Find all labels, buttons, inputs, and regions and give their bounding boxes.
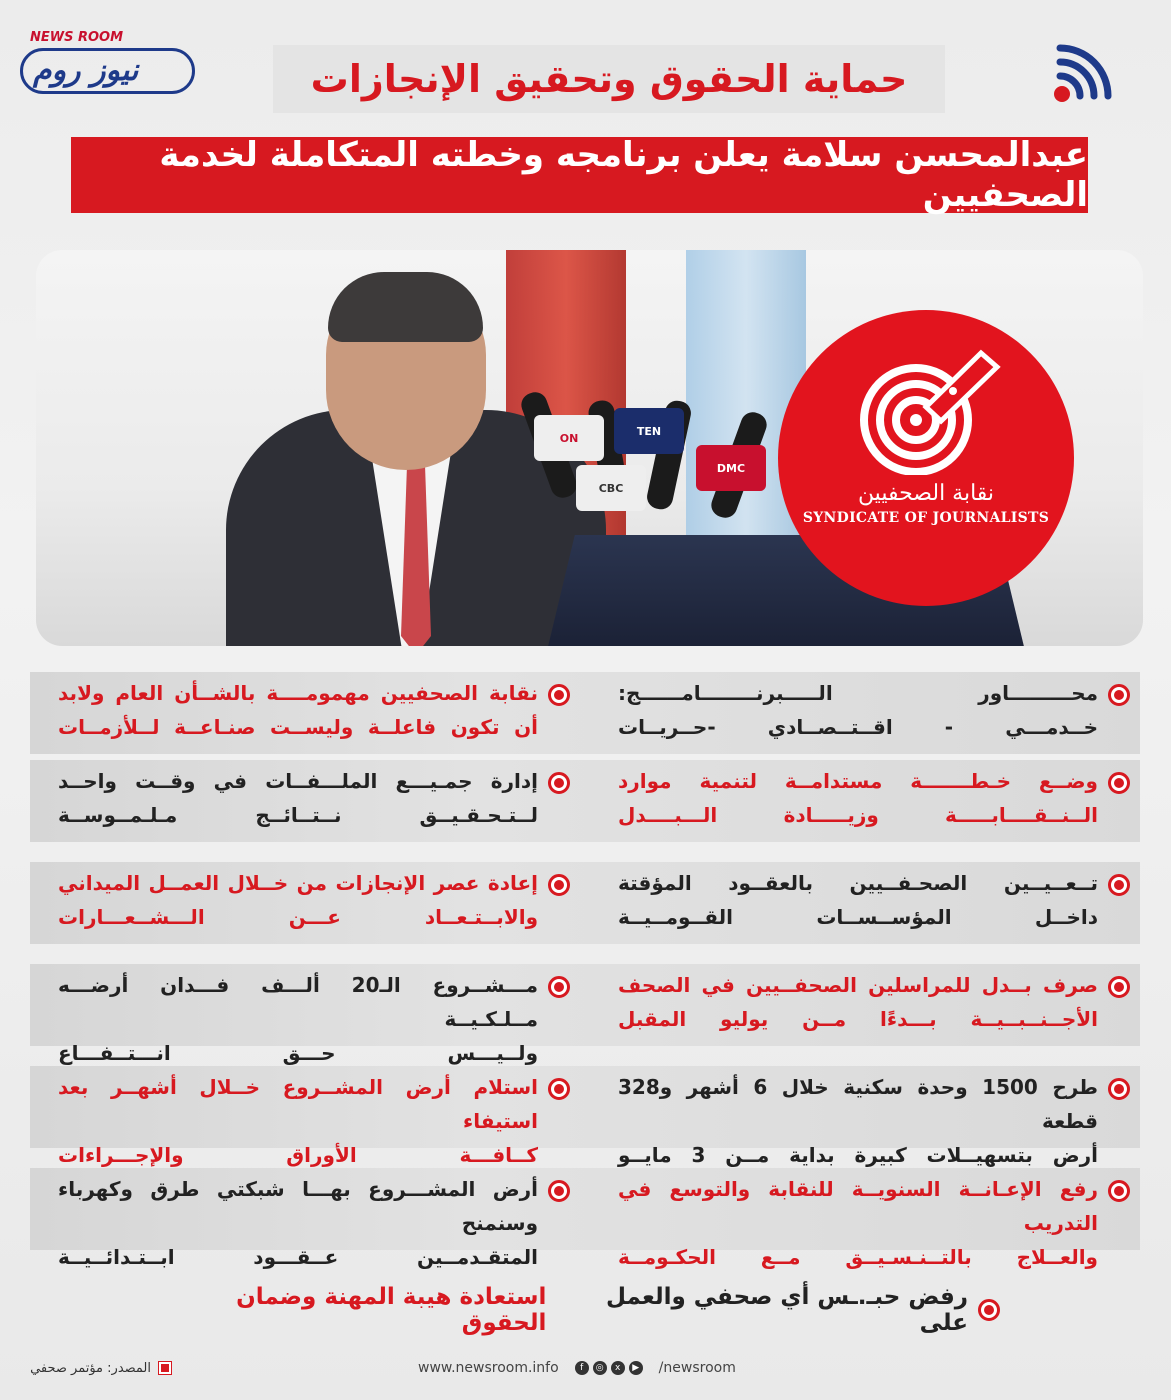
newsroom-logo	[20, 30, 200, 100]
bullet-icon	[1108, 976, 1130, 998]
list-item	[50, 1172, 570, 1274]
list-item	[610, 1172, 1130, 1274]
target-pen-icon	[841, 345, 1011, 475]
list-item	[50, 866, 570, 934]
instagram-icon[interactable]: ◎	[593, 1361, 607, 1375]
social-handle[interactable]: /newsroom	[658, 1360, 736, 1376]
mic-cube-label: TEN	[614, 408, 684, 454]
syndicate-logo	[778, 310, 1074, 606]
program-row-5	[30, 1066, 1140, 1167]
list-item	[50, 968, 570, 1070]
list-item	[610, 866, 1130, 934]
item-text: صرف بــدل للمراسلين الصحفــيين في الصحف الأجــنــبــيــة بـــدءًا مــن يوليو المقبل	[618, 973, 1098, 1031]
list-item	[50, 764, 570, 832]
bullet-icon	[548, 976, 570, 998]
closing-dark-text: رفض حبـ.ـس أي صحفي والعمل على	[606, 1284, 968, 1336]
list-item	[610, 676, 1130, 744]
syndicate-arabic-name: نقابة الصحفيين	[857, 481, 995, 506]
program-row-6	[30, 1168, 1140, 1269]
item-text: مـــشــروع الـ20 ألـــف فـــدان أرضـــه مــلـكـيــة ولــيـــس حـــق انـــتــفـــاع	[58, 973, 538, 1065]
source-text: المصدر: مؤتمر صحفي	[30, 1360, 151, 1376]
mic-cube-label: ON	[534, 415, 604, 461]
bullet-icon	[548, 1078, 570, 1100]
list-item	[50, 676, 570, 744]
bullet-icon	[548, 772, 570, 794]
subtitle-banner: عبدالمحسن سلامة يعلن برنامجه وخطته المتكاملة لخدمة الصحفيين	[71, 137, 1088, 213]
source-credit	[30, 1357, 171, 1379]
youtube-icon[interactable]: ▶	[629, 1361, 643, 1375]
page-title: حماية الحقوق وتحقيق الإنجازات	[273, 45, 945, 113]
bullet-icon	[1108, 772, 1130, 794]
footer-links	[418, 1357, 736, 1379]
bullet-icon	[1108, 874, 1130, 896]
broadcast-icon	[1052, 42, 1116, 104]
bullet-icon	[548, 874, 570, 896]
speaker-hair	[328, 272, 483, 342]
program-row-2	[30, 760, 1140, 842]
bullet-icon	[978, 1299, 1000, 1321]
item-text: طرح 1500 وحدة سكنية خلال 6 أشهر و328 قطعة أرض بتسهيــلات كبيرة بداية مــن 3 مايــو	[618, 1075, 1099, 1167]
bullet-icon	[548, 684, 570, 706]
list-item	[610, 1070, 1130, 1172]
logo-badge	[20, 48, 195, 94]
list-item	[50, 1070, 570, 1172]
item-text: استلام أرض المشــروع خــلال أشهــر بعد استيفاء كــافـــة الأوراق والإجـــراءات	[58, 1075, 538, 1167]
bullet-icon	[1108, 684, 1130, 706]
program-row-4	[30, 964, 1140, 1065]
program-row-3	[30, 862, 1140, 944]
x-icon[interactable]: x	[611, 1361, 625, 1375]
mic-cube-label: DMC	[696, 445, 766, 491]
item-text: أرض المشـــروع بهـــا شبكتي طرق وكهرباء وسنمنح المتقـدمــين عــقـــود ابــتـدائــيــة	[58, 1177, 538, 1269]
social-icons	[575, 1361, 643, 1375]
logo-small-text: NEWS ROOM	[30, 30, 124, 45]
hero-photo	[36, 250, 1143, 646]
item-text: إدارة جمـيـــع الملـــفــات في وقــت واحــد لــتـحـقـيــق نــتــائــج مـلـمــوســة	[58, 769, 538, 827]
logo-big-text: نيوز روم	[33, 53, 139, 88]
item-text: نقابة الصحفيين مهمومــــة بالشــأن العام ولابد أن تكون فاعلــة وليســت صنـاعــة لــلأزمــات	[58, 681, 538, 739]
source-marker-icon	[159, 1362, 171, 1374]
website-link[interactable]: www.newsroom.info	[418, 1360, 559, 1376]
facebook-icon[interactable]: f	[575, 1361, 589, 1375]
item-text: وضــع خـطـــــــة مستدامــة لتنمية موارد الــنــقــــابـــــة وزيـــــادة الـــبــــدل	[618, 769, 1098, 827]
program-row-1	[30, 672, 1140, 754]
syndicate-english-name: SYNDICATE OF JOURNALISTS	[802, 510, 1050, 526]
item-text: رفع الإعـانــة السنويــة للنقابة والتوسع في التدريب والعــلاج بالتــنـسـيــق مــع الحكـومــة	[618, 1177, 1098, 1269]
bullet-icon	[1108, 1180, 1130, 1202]
closing-statement	[150, 1284, 1000, 1336]
closing-red-text: استعادة هيبة المهنة وضمان الحقوق	[236, 1284, 547, 1336]
list-item	[610, 968, 1130, 1036]
item-text: تــعــيــين الصحـفــيين بالعقــود المؤقتة داخــل المؤســســات القــومــيــة	[618, 871, 1098, 929]
item-text: إعادة عصر الإنجازات من خــلال العمــل الميداني والابــتـعــاد عـــن الـــشــعـــارات	[58, 871, 538, 929]
bullet-icon	[548, 1180, 570, 1202]
bullet-icon	[1108, 1078, 1130, 1100]
list-item	[610, 764, 1130, 832]
item-text: محـــــــــاور الـــــبرنــــــــامــــــج: خــدمـــي - اقــتــصــادي -حــريــات	[618, 681, 1098, 739]
mic-cube-label: CBC	[576, 465, 646, 511]
